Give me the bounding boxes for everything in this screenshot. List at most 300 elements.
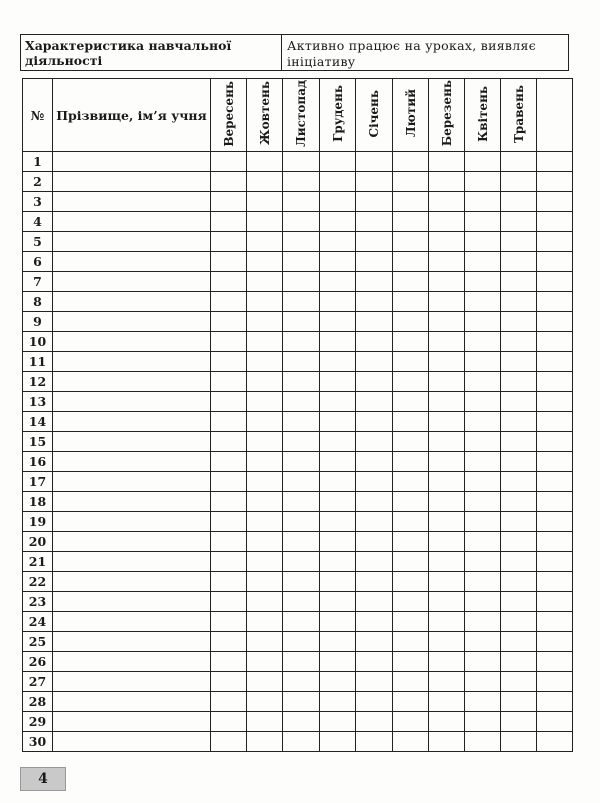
mark-cell[interactable] (501, 252, 537, 272)
mark-cell[interactable] (537, 652, 573, 672)
mark-cell[interactable] (247, 492, 283, 512)
mark-cell[interactable] (211, 452, 247, 472)
mark-cell[interactable] (429, 412, 465, 432)
mark-cell[interactable] (320, 392, 356, 412)
mark-cell[interactable] (320, 652, 356, 672)
mark-cell[interactable] (537, 512, 573, 532)
mark-cell[interactable] (211, 312, 247, 332)
mark-cell[interactable] (356, 372, 393, 392)
mark-cell[interactable] (465, 572, 501, 592)
mark-cell[interactable] (283, 512, 320, 532)
mark-cell[interactable] (393, 652, 429, 672)
mark-cell[interactable] (465, 232, 501, 252)
mark-cell[interactable] (320, 472, 356, 492)
mark-cell[interactable] (429, 332, 465, 352)
mark-cell[interactable] (537, 432, 573, 452)
mark-cell[interactable] (356, 332, 393, 352)
mark-cell[interactable] (211, 732, 247, 752)
mark-cell[interactable] (247, 632, 283, 652)
mark-cell[interactable] (320, 492, 356, 512)
mark-cell[interactable] (393, 412, 429, 432)
mark-cell[interactable] (465, 172, 501, 192)
mark-cell[interactable] (283, 272, 320, 292)
mark-cell[interactable] (393, 712, 429, 732)
mark-cell[interactable] (356, 212, 393, 232)
mark-cell[interactable] (429, 352, 465, 372)
mark-cell[interactable] (356, 412, 393, 432)
mark-cell[interactable] (211, 612, 247, 632)
mark-cell[interactable] (501, 272, 537, 292)
mark-cell[interactable] (247, 252, 283, 272)
mark-cell[interactable] (320, 152, 356, 172)
mark-cell[interactable] (320, 692, 356, 712)
student-name-cell[interactable] (53, 732, 211, 752)
mark-cell[interactable] (465, 552, 501, 572)
mark-cell[interactable] (247, 572, 283, 592)
student-name-cell[interactable] (53, 432, 211, 452)
mark-cell[interactable] (320, 632, 356, 652)
mark-cell[interactable] (501, 712, 537, 732)
mark-cell[interactable] (393, 332, 429, 352)
student-name-cell[interactable] (53, 372, 211, 392)
mark-cell[interactable] (501, 532, 537, 552)
mark-cell[interactable] (501, 652, 537, 672)
mark-cell[interactable] (465, 272, 501, 292)
mark-cell[interactable] (393, 492, 429, 512)
mark-cell[interactable] (211, 252, 247, 272)
mark-cell[interactable] (247, 172, 283, 192)
mark-cell[interactable] (537, 372, 573, 392)
mark-cell[interactable] (283, 252, 320, 272)
mark-cell[interactable] (283, 552, 320, 572)
mark-cell[interactable] (283, 152, 320, 172)
mark-cell[interactable] (211, 492, 247, 512)
mark-cell[interactable] (320, 552, 356, 572)
mark-cell[interactable] (465, 692, 501, 712)
mark-cell[interactable] (429, 672, 465, 692)
mark-cell[interactable] (393, 352, 429, 372)
mark-cell[interactable] (429, 552, 465, 572)
mark-cell[interactable] (429, 392, 465, 412)
mark-cell[interactable] (356, 612, 393, 632)
mark-cell[interactable] (537, 152, 573, 172)
mark-cell[interactable] (393, 372, 429, 392)
mark-cell[interactable] (465, 392, 501, 412)
mark-cell[interactable] (356, 232, 393, 252)
mark-cell[interactable] (247, 312, 283, 332)
mark-cell[interactable] (211, 412, 247, 432)
mark-cell[interactable] (356, 652, 393, 672)
mark-cell[interactable] (247, 692, 283, 712)
mark-cell[interactable] (283, 192, 320, 212)
mark-cell[interactable] (465, 512, 501, 532)
mark-cell[interactable] (465, 252, 501, 272)
mark-cell[interactable] (537, 532, 573, 552)
mark-cell[interactable] (356, 452, 393, 472)
mark-cell[interactable] (501, 172, 537, 192)
mark-cell[interactable] (247, 232, 283, 252)
mark-cell[interactable] (465, 472, 501, 492)
mark-cell[interactable] (320, 252, 356, 272)
mark-cell[interactable] (537, 712, 573, 732)
mark-cell[interactable] (283, 312, 320, 332)
mark-cell[interactable] (283, 612, 320, 632)
mark-cell[interactable] (283, 692, 320, 712)
mark-cell[interactable] (320, 172, 356, 192)
mark-cell[interactable] (429, 492, 465, 512)
mark-cell[interactable] (356, 552, 393, 572)
mark-cell[interactable] (501, 152, 537, 172)
mark-cell[interactable] (465, 212, 501, 232)
mark-cell[interactable] (429, 652, 465, 672)
mark-cell[interactable] (211, 672, 247, 692)
mark-cell[interactable] (537, 452, 573, 472)
student-name-cell[interactable] (53, 412, 211, 432)
mark-cell[interactable] (429, 252, 465, 272)
mark-cell[interactable] (393, 292, 429, 312)
mark-cell[interactable] (501, 212, 537, 232)
mark-cell[interactable] (211, 352, 247, 372)
mark-cell[interactable] (247, 612, 283, 632)
mark-cell[interactable] (537, 292, 573, 312)
mark-cell[interactable] (356, 692, 393, 712)
mark-cell[interactable] (393, 152, 429, 172)
mark-cell[interactable] (465, 192, 501, 212)
mark-cell[interactable] (501, 232, 537, 252)
mark-cell[interactable] (211, 152, 247, 172)
mark-cell[interactable] (465, 312, 501, 332)
mark-cell[interactable] (247, 372, 283, 392)
mark-cell[interactable] (356, 352, 393, 372)
mark-cell[interactable] (393, 472, 429, 492)
mark-cell[interactable] (429, 572, 465, 592)
mark-cell[interactable] (501, 732, 537, 752)
mark-cell[interactable] (429, 312, 465, 332)
mark-cell[interactable] (465, 372, 501, 392)
mark-cell[interactable] (283, 472, 320, 492)
mark-cell[interactable] (283, 632, 320, 652)
mark-cell[interactable] (465, 732, 501, 752)
mark-cell[interactable] (356, 532, 393, 552)
mark-cell[interactable] (211, 292, 247, 312)
mark-cell[interactable] (501, 552, 537, 572)
student-name-cell[interactable] (53, 712, 211, 732)
student-name-cell[interactable] (53, 512, 211, 532)
student-name-cell[interactable] (53, 212, 211, 232)
mark-cell[interactable] (320, 212, 356, 232)
mark-cell[interactable] (429, 212, 465, 232)
mark-cell[interactable] (356, 572, 393, 592)
mark-cell[interactable] (247, 652, 283, 672)
mark-cell[interactable] (429, 172, 465, 192)
mark-cell[interactable] (283, 352, 320, 372)
mark-cell[interactable] (501, 672, 537, 692)
mark-cell[interactable] (393, 592, 429, 612)
mark-cell[interactable] (537, 732, 573, 752)
mark-cell[interactable] (537, 192, 573, 212)
mark-cell[interactable] (247, 272, 283, 292)
mark-cell[interactable] (393, 452, 429, 472)
mark-cell[interactable] (393, 532, 429, 552)
mark-cell[interactable] (537, 612, 573, 632)
student-name-cell[interactable] (53, 452, 211, 472)
student-name-cell[interactable] (53, 232, 211, 252)
mark-cell[interactable] (283, 672, 320, 692)
mark-cell[interactable] (247, 352, 283, 372)
mark-cell[interactable] (393, 232, 429, 252)
mark-cell[interactable] (465, 152, 501, 172)
mark-cell[interactable] (501, 512, 537, 532)
student-name-cell[interactable] (53, 652, 211, 672)
mark-cell[interactable] (429, 692, 465, 712)
mark-cell[interactable] (356, 512, 393, 532)
mark-cell[interactable] (211, 652, 247, 672)
mark-cell[interactable] (356, 632, 393, 652)
student-name-cell[interactable] (53, 572, 211, 592)
mark-cell[interactable] (247, 212, 283, 232)
mark-cell[interactable] (247, 532, 283, 552)
mark-cell[interactable] (501, 352, 537, 372)
mark-cell[interactable] (320, 372, 356, 392)
mark-cell[interactable] (211, 212, 247, 232)
mark-cell[interactable] (429, 292, 465, 312)
student-name-cell[interactable] (53, 192, 211, 212)
mark-cell[interactable] (393, 692, 429, 712)
mark-cell[interactable] (211, 332, 247, 352)
mark-cell[interactable] (537, 392, 573, 412)
mark-cell[interactable] (465, 652, 501, 672)
mark-cell[interactable] (247, 712, 283, 732)
mark-cell[interactable] (320, 672, 356, 692)
mark-cell[interactable] (320, 272, 356, 292)
mark-cell[interactable] (429, 452, 465, 472)
student-name-cell[interactable] (53, 692, 211, 712)
mark-cell[interactable] (320, 712, 356, 732)
mark-cell[interactable] (537, 232, 573, 252)
mark-cell[interactable] (356, 492, 393, 512)
student-name-cell[interactable] (53, 612, 211, 632)
mark-cell[interactable] (537, 632, 573, 652)
mark-cell[interactable] (429, 232, 465, 252)
mark-cell[interactable] (283, 572, 320, 592)
student-name-cell[interactable] (53, 292, 211, 312)
mark-cell[interactable] (537, 552, 573, 572)
mark-cell[interactable] (393, 252, 429, 272)
mark-cell[interactable] (320, 412, 356, 432)
mark-cell[interactable] (283, 712, 320, 732)
mark-cell[interactable] (501, 412, 537, 432)
mark-cell[interactable] (429, 432, 465, 452)
mark-cell[interactable] (465, 672, 501, 692)
student-name-cell[interactable] (53, 252, 211, 272)
mark-cell[interactable] (465, 712, 501, 732)
mark-cell[interactable] (247, 432, 283, 452)
mark-cell[interactable] (393, 612, 429, 632)
mark-cell[interactable] (501, 312, 537, 332)
mark-cell[interactable] (320, 732, 356, 752)
student-name-cell[interactable] (53, 492, 211, 512)
mark-cell[interactable] (356, 252, 393, 272)
mark-cell[interactable] (356, 732, 393, 752)
mark-cell[interactable] (537, 272, 573, 292)
mark-cell[interactable] (429, 592, 465, 612)
mark-cell[interactable] (501, 492, 537, 512)
mark-cell[interactable] (393, 432, 429, 452)
mark-cell[interactable] (465, 292, 501, 312)
mark-cell[interactable] (501, 692, 537, 712)
student-name-cell[interactable] (53, 632, 211, 652)
mark-cell[interactable] (429, 732, 465, 752)
mark-cell[interactable] (283, 592, 320, 612)
mark-cell[interactable] (320, 572, 356, 592)
mark-cell[interactable] (247, 192, 283, 212)
mark-cell[interactable] (283, 432, 320, 452)
mark-cell[interactable] (429, 712, 465, 732)
mark-cell[interactable] (356, 292, 393, 312)
mark-cell[interactable] (537, 692, 573, 712)
student-name-cell[interactable] (53, 352, 211, 372)
mark-cell[interactable] (247, 672, 283, 692)
mark-cell[interactable] (393, 272, 429, 292)
student-name-cell[interactable] (53, 172, 211, 192)
mark-cell[interactable] (537, 472, 573, 492)
mark-cell[interactable] (537, 332, 573, 352)
mark-cell[interactable] (283, 652, 320, 672)
mark-cell[interactable] (537, 172, 573, 192)
mark-cell[interactable] (465, 332, 501, 352)
mark-cell[interactable] (211, 552, 247, 572)
mark-cell[interactable] (211, 572, 247, 592)
mark-cell[interactable] (283, 392, 320, 412)
mark-cell[interactable] (211, 692, 247, 712)
mark-cell[interactable] (393, 632, 429, 652)
mark-cell[interactable] (320, 432, 356, 452)
mark-cell[interactable] (501, 592, 537, 612)
mark-cell[interactable] (247, 412, 283, 432)
mark-cell[interactable] (247, 392, 283, 412)
mark-cell[interactable] (247, 472, 283, 492)
mark-cell[interactable] (393, 512, 429, 532)
mark-cell[interactable] (211, 592, 247, 612)
student-name-cell[interactable] (53, 272, 211, 292)
mark-cell[interactable] (211, 432, 247, 452)
mark-cell[interactable] (247, 152, 283, 172)
mark-cell[interactable] (283, 332, 320, 352)
mark-cell[interactable] (501, 612, 537, 632)
mark-cell[interactable] (356, 672, 393, 692)
student-name-cell[interactable] (53, 332, 211, 352)
mark-cell[interactable] (320, 312, 356, 332)
mark-cell[interactable] (283, 212, 320, 232)
mark-cell[interactable] (501, 292, 537, 312)
mark-cell[interactable] (211, 372, 247, 392)
mark-cell[interactable] (429, 512, 465, 532)
student-name-cell[interactable] (53, 552, 211, 572)
mark-cell[interactable] (211, 512, 247, 532)
mark-cell[interactable] (393, 172, 429, 192)
student-name-cell[interactable] (53, 152, 211, 172)
mark-cell[interactable] (429, 272, 465, 292)
mark-cell[interactable] (283, 412, 320, 432)
mark-cell[interactable] (465, 632, 501, 652)
mark-cell[interactable] (247, 592, 283, 612)
mark-cell[interactable] (283, 172, 320, 192)
mark-cell[interactable] (320, 192, 356, 212)
mark-cell[interactable] (211, 532, 247, 552)
mark-cell[interactable] (283, 732, 320, 752)
mark-cell[interactable] (429, 372, 465, 392)
mark-cell[interactable] (393, 312, 429, 332)
mark-cell[interactable] (393, 212, 429, 232)
mark-cell[interactable] (283, 372, 320, 392)
mark-cell[interactable] (537, 312, 573, 332)
mark-cell[interactable] (393, 572, 429, 592)
mark-cell[interactable] (537, 212, 573, 232)
mark-cell[interactable] (465, 432, 501, 452)
mark-cell[interactable] (537, 412, 573, 432)
mark-cell[interactable] (429, 472, 465, 492)
mark-cell[interactable] (247, 732, 283, 752)
mark-cell[interactable] (465, 412, 501, 432)
mark-cell[interactable] (211, 192, 247, 212)
mark-cell[interactable] (393, 732, 429, 752)
mark-cell[interactable] (283, 232, 320, 252)
mark-cell[interactable] (537, 492, 573, 512)
mark-cell[interactable] (393, 392, 429, 412)
mark-cell[interactable] (247, 512, 283, 532)
mark-cell[interactable] (465, 452, 501, 472)
mark-cell[interactable] (211, 272, 247, 292)
mark-cell[interactable] (247, 552, 283, 572)
mark-cell[interactable] (283, 532, 320, 552)
mark-cell[interactable] (356, 172, 393, 192)
mark-cell[interactable] (501, 392, 537, 412)
mark-cell[interactable] (356, 712, 393, 732)
student-name-cell[interactable] (53, 592, 211, 612)
student-name-cell[interactable] (53, 472, 211, 492)
mark-cell[interactable] (465, 612, 501, 632)
mark-cell[interactable] (247, 452, 283, 472)
mark-cell[interactable] (283, 452, 320, 472)
mark-cell[interactable] (356, 432, 393, 452)
mark-cell[interactable] (429, 152, 465, 172)
student-name-cell[interactable] (53, 312, 211, 332)
mark-cell[interactable] (465, 492, 501, 512)
mark-cell[interactable] (211, 232, 247, 252)
mark-cell[interactable] (537, 572, 573, 592)
mark-cell[interactable] (356, 312, 393, 332)
mark-cell[interactable] (356, 472, 393, 492)
mark-cell[interactable] (501, 572, 537, 592)
mark-cell[interactable] (283, 292, 320, 312)
mark-cell[interactable] (429, 532, 465, 552)
mark-cell[interactable] (320, 452, 356, 472)
mark-cell[interactable] (429, 632, 465, 652)
mark-cell[interactable] (247, 292, 283, 312)
mark-cell[interactable] (211, 712, 247, 732)
mark-cell[interactable] (320, 292, 356, 312)
mark-cell[interactable] (501, 372, 537, 392)
mark-cell[interactable] (465, 532, 501, 552)
mark-cell[interactable] (320, 332, 356, 352)
mark-cell[interactable] (356, 192, 393, 212)
mark-cell[interactable] (356, 272, 393, 292)
mark-cell[interactable] (320, 612, 356, 632)
mark-cell[interactable] (537, 592, 573, 612)
mark-cell[interactable] (356, 592, 393, 612)
student-name-cell[interactable] (53, 532, 211, 552)
mark-cell[interactable] (429, 192, 465, 212)
